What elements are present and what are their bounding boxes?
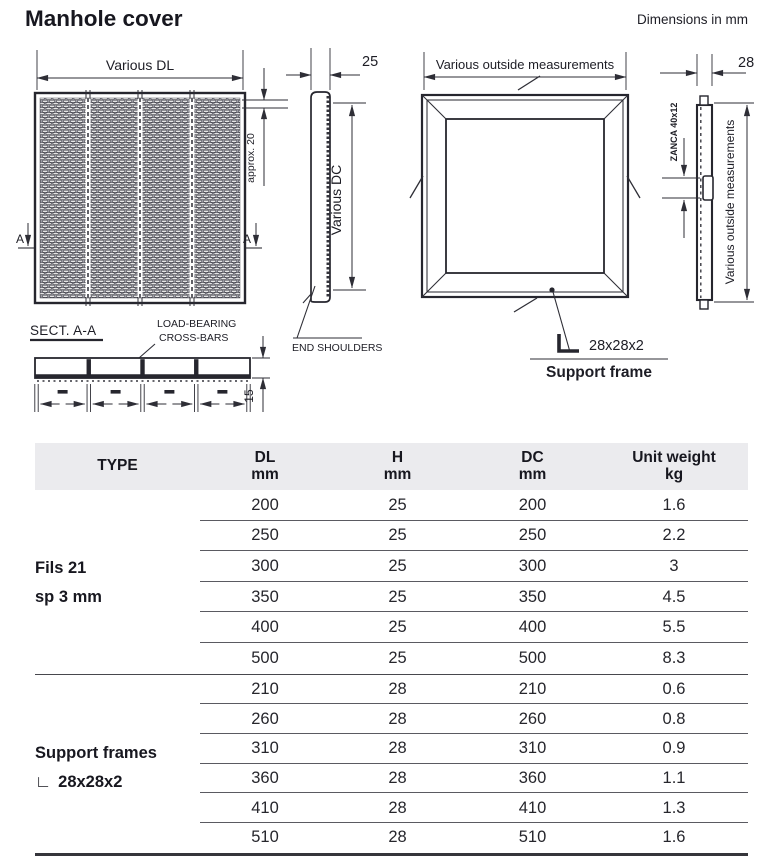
frame-plan-view <box>410 52 668 381</box>
end-shoulders-callout: END SHOULDERS <box>292 342 383 354</box>
col-header-dl <box>200 450 330 483</box>
cell-dl: 500 <box>251 648 279 667</box>
cell-h: 28 <box>388 709 407 728</box>
col-header-type <box>35 458 200 475</box>
cell-weight: 8.3 <box>662 648 686 667</box>
cell-dl: 410 <box>251 798 279 817</box>
table-row <box>35 490 748 521</box>
crossbars-callout-line1: LOAD-BEARING <box>157 318 237 330</box>
cell-dl: 260 <box>251 709 279 728</box>
cell-weight: 0.8 <box>662 709 686 728</box>
cell-dl: 310 <box>251 739 279 758</box>
group-label-fils21-line1: Fils 21 <box>35 559 87 577</box>
cell-dl: 200 <box>251 495 279 514</box>
cell-dc: 300 <box>518 556 547 575</box>
cell-h: 28 <box>388 739 407 758</box>
cover-thickness-dimension: 25 <box>362 54 379 70</box>
cell-weight: 3 <box>669 556 679 575</box>
table-row <box>35 823 748 853</box>
group-label-fils21-line2: sp 3 mm <box>35 588 102 606</box>
frame-side-profile <box>660 54 754 309</box>
cover-height-dimension: Various DC <box>328 164 344 236</box>
cell-dl: 210 <box>251 679 279 698</box>
cell-dl: 510 <box>251 828 279 847</box>
edge-dimension-label: approx. 20 <box>245 133 257 183</box>
col-header-dl-unit: mm <box>251 465 279 483</box>
cell-dc: 510 <box>518 828 547 847</box>
cell-h: 25 <box>388 556 407 575</box>
zanca-anchor <box>703 176 713 200</box>
col-header-dc-label: DC <box>521 449 544 466</box>
cell-weight: 4.5 <box>662 587 686 606</box>
table-row <box>35 612 748 643</box>
frame-height-dimension: Various outside measurements <box>723 119 737 285</box>
section-aa-title: SECT. A-A <box>30 323 97 338</box>
section-aa-view <box>30 318 270 412</box>
support-frame-caption: Support frame <box>546 364 652 381</box>
frame-width-dimension: Various outside measurements <box>435 57 615 72</box>
table-row <box>35 582 748 613</box>
cell-h: 28 <box>388 798 407 817</box>
cell-dl: 360 <box>251 768 279 787</box>
col-header-h-label: H <box>391 449 404 466</box>
cell-dc: 250 <box>518 526 547 545</box>
section-marker-left-label: A <box>16 232 25 246</box>
table-header-row <box>35 443 748 490</box>
cell-dc: 200 <box>518 495 547 514</box>
table-row <box>35 675 748 705</box>
cell-weight: 1.6 <box>662 495 686 514</box>
cell-dc: 210 <box>518 679 547 698</box>
cell-weight: 5.5 <box>662 618 686 637</box>
zanca-dimension-label: ZANCA 40x12 <box>669 102 679 162</box>
cell-h: 25 <box>388 587 407 606</box>
col-header-dc <box>465 450 600 483</box>
technical-drawing <box>0 40 775 438</box>
col-header-weight-unit: kg <box>664 465 684 483</box>
table-row <box>35 793 748 823</box>
col-header-type-label: TYPE <box>97 457 138 475</box>
group-label-support-frames-size: 28x28x2 <box>58 772 123 791</box>
cell-h: 25 <box>388 648 407 667</box>
edge-dimension <box>242 68 288 186</box>
table-row <box>35 704 748 734</box>
col-header-dl-label: DL <box>254 449 276 466</box>
angle-symbol: ∟ <box>35 772 52 791</box>
cell-h: 28 <box>388 679 407 698</box>
cell-dc: 350 <box>518 587 547 606</box>
table-row <box>35 551 748 582</box>
section-marker-right-label: A <box>243 232 252 246</box>
table-group-support-frames <box>35 675 748 856</box>
cell-dl: 400 <box>251 618 279 637</box>
section-marker-left <box>16 223 34 248</box>
cell-weight: 1.6 <box>662 828 686 847</box>
col-header-dc-unit: mm <box>518 465 547 483</box>
cell-weight: 0.6 <box>662 679 686 698</box>
cell-dc: 400 <box>518 618 547 637</box>
units-note: Dimensions in mm <box>636 12 748 27</box>
frame-thickness-dimension: 28 <box>738 55 755 71</box>
cell-dl: 350 <box>251 587 279 606</box>
cell-h: 25 <box>388 618 407 637</box>
group-label-support-frames-line1: Support frames <box>35 743 157 762</box>
col-header-weight-label: Unit weight <box>632 449 716 466</box>
frame-leader-dot <box>549 287 554 292</box>
cell-dc: 360 <box>518 768 547 787</box>
cell-dc: 260 <box>518 709 547 728</box>
col-header-weight <box>600 450 748 483</box>
cell-dc: 500 <box>518 648 547 667</box>
cell-dc: 310 <box>518 739 547 758</box>
crossbars-callout-line2: CROSS-BARS <box>159 332 229 344</box>
table-group-fils21 <box>35 490 748 675</box>
cell-h: 28 <box>388 768 407 787</box>
cell-h: 25 <box>388 526 407 545</box>
spec-table <box>35 443 748 856</box>
table-row <box>35 643 748 674</box>
col-header-h-unit: mm <box>383 465 412 483</box>
cell-h: 28 <box>388 828 407 847</box>
cell-weight: 1.3 <box>662 798 686 817</box>
table-row <box>35 734 748 764</box>
cell-dl: 300 <box>251 556 279 575</box>
grating-plan-view <box>16 50 288 306</box>
cell-weight: 1.1 <box>662 768 686 787</box>
frame-angle-size: 28x28x2 <box>589 338 644 354</box>
section-height-dimension: 15 <box>242 389 256 403</box>
cell-weight: 0.9 <box>662 739 686 758</box>
page-title: Manhole cover <box>25 6 183 31</box>
table-row <box>35 521 748 552</box>
cell-h: 25 <box>388 495 407 514</box>
grating-width-dimension: Various DL <box>105 57 175 73</box>
cell-weight: 2.2 <box>662 526 686 545</box>
col-header-h <box>330 450 465 483</box>
cell-dc: 410 <box>518 798 547 817</box>
table-row <box>35 764 748 794</box>
cell-dl: 250 <box>251 526 279 545</box>
cover-side-profile <box>286 48 382 354</box>
section-extension-lines <box>35 384 250 412</box>
section-pitch-dimensions <box>41 390 245 404</box>
